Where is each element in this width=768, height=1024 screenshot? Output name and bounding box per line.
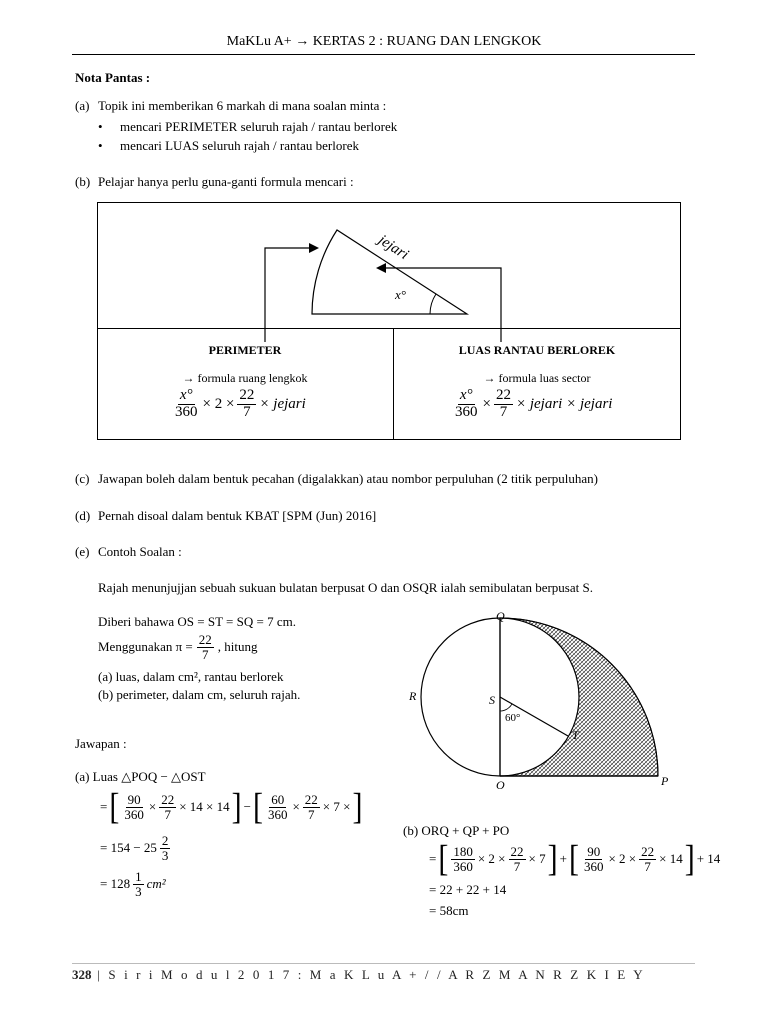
sector-angle-arc — [430, 294, 436, 314]
label-P: P — [661, 774, 669, 788]
angle-label: x° — [395, 287, 406, 302]
area-formula: $\frac{x^\circ}{360}$ × $\frac{22}{7}$ × jejari × jejari — [455, 387, 613, 420]
answer-heading: Jawapan : — [75, 736, 127, 751]
answer-b-line1: (b) ORQ + QP + PO — [403, 823, 510, 838]
label-T: T — [572, 728, 579, 742]
label-Q: Q — [496, 609, 505, 623]
question-pi: Menggunakan π = $\frac{22}{7}$ , hitung — [98, 632, 258, 662]
answer-a-line4: = 128 $\frac{1}{3}$ cm² — [100, 869, 166, 899]
question-intro: Rajah menunjujjan sebuah sukuan bulatan berpusat O dan OSQR ialah semibulatan berpusat S. — [98, 580, 593, 595]
answer-b-line3: = 22 + 22 + 14 — [429, 882, 507, 897]
perimeter-title: PERIMETER — [208, 343, 282, 357]
label-O: O — [496, 778, 505, 792]
perimeter-arrow — [265, 248, 313, 342]
point-e-label: (e) — [75, 544, 90, 559]
answer-b-line4: = 58cm — [429, 903, 469, 918]
perimeter-formula: $\frac{x^\circ}{360}$ × 2 × $\frac{22}{7}$ × jejari — [175, 387, 306, 420]
answer-b-line2: = [ $\frac{180}{360}$ × 2 × $\frac{22}{7}$ × 7 ] + [ $\frac{90}{360}$ × 2 × $\frac{22}{7}$ × 14 ] + 14 — [429, 837, 721, 879]
perimeter-note: → formula ruang lengkok — [182, 371, 308, 385]
nota-a-text: Topik ini memberikan 6 markah di mana soalan minta : — [98, 98, 387, 113]
nota-b-text: Pelajar hanya perlu guna-ganti formula mencari : — [98, 174, 354, 189]
footer-text: | S i r i M o d u l 2 0 1 7 : M a K L u A + / / A R Z M A N R Z K I E Y — [97, 967, 646, 982]
label-S: S — [489, 693, 495, 707]
page-footer — [72, 967, 645, 983]
nota-bullet-1: • mencari PERIMETER seluruh rajah / rantau berlorek — [120, 119, 397, 135]
answer-a-line2: = [ $\frac{90}{360}$ × $\frac{22}{7}$ × 14 × 14 ] − [ $\frac{60}{360}$ × $\frac{22}{7}$ × 7 × ] — [100, 785, 363, 827]
question-diagram — [400, 608, 690, 794]
nota-heading: Nota Pantas : — [75, 70, 151, 85]
label-R: R — [409, 689, 417, 703]
page-header: MaKLu A+ → KERTAS 2 : RUANG DAN LENGKOK — [226, 34, 542, 49]
header-rule — [72, 54, 695, 55]
area-title: LUAS RANTAU BERLOREK — [458, 343, 616, 357]
nota-b-label: (b) — [75, 174, 91, 189]
footer-rule — [72, 963, 695, 964]
point-d-text: Pernah disoal dalam bentuk KBAT [SPM (Jun) 2016] — [98, 508, 377, 523]
point-d-label: (d) — [75, 508, 91, 523]
point-e-text: Contoh Soalan : — [98, 544, 182, 559]
label-angle-60: 60° — [505, 712, 521, 724]
nota-bullet-2: • mencari LUAS seluruh rajah / rantau berlorek — [120, 138, 359, 154]
point-c-text: Jawapan boleh dalam bentuk pecahan (digalakkan) atau nombor perpuluhan (2 titik perpuluhan) — [98, 471, 598, 486]
answer-a-line3: = 154 − 25 $\frac{2}{3}$ — [100, 833, 169, 863]
radius-label: jejari — [375, 232, 412, 264]
area-arrow — [383, 268, 501, 342]
answer-a-line1: (a) Luas △POQ − △OST — [75, 769, 206, 784]
nota-a-label: (a) — [75, 98, 90, 113]
area-note: → formula luas sector — [483, 371, 591, 385]
point-c-label: (c) — [75, 471, 90, 486]
question-part-b: (b) perimeter, dalam cm, seluruh rajah. — [98, 687, 301, 702]
question-given: Diberi bahawa OS = ST = SQ = 7 cm. — [98, 614, 296, 629]
page-number: 328 — [72, 967, 92, 982]
question-part-a: (a) luas, dalam cm², rantau berlorek — [98, 669, 284, 684]
